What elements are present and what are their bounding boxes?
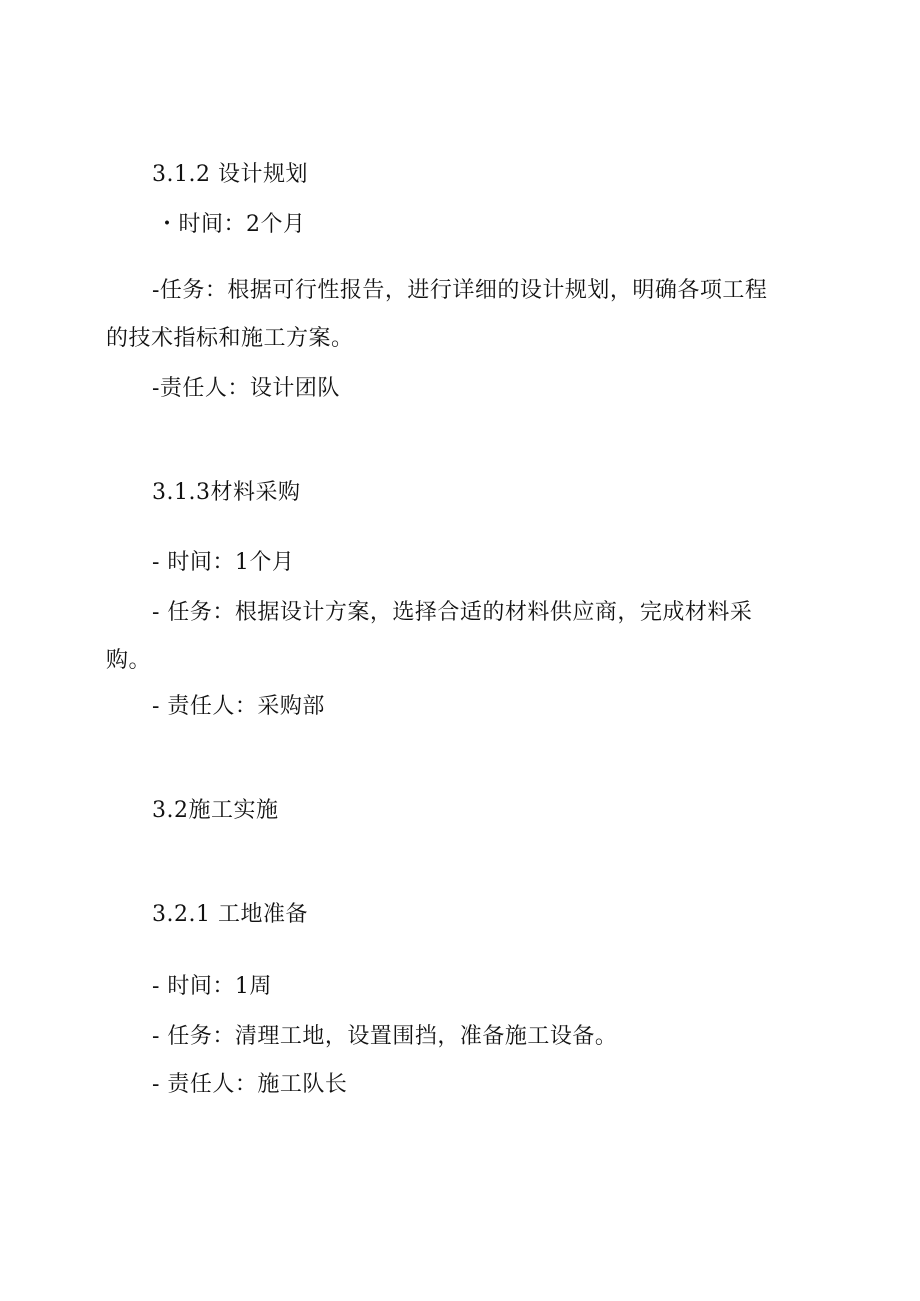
section-heading-3-2-1: 3.2.1 工地准备 <box>152 902 308 927</box>
task-line-3-2-1: - 任务：清理工地，设置围挡，准备施工设备。 <box>152 1024 618 1049</box>
owner-line-3-1-2: -责任人：设计团队 <box>152 376 340 401</box>
task-line-3-1-3-a: - 任务：根据设计方案，选择合适的材料供应商，完成材料采 <box>152 600 753 625</box>
section-heading-3-2: 3.2施工实施 <box>152 798 279 823</box>
time-line-3-1-3: - 时间：1个月 <box>152 550 295 575</box>
owner-line-3-1-3: - 责任人：采购部 <box>152 694 325 719</box>
time-line-3-2-1: - 时间：1周 <box>152 974 272 999</box>
section-heading-3-1-3: 3.1.3材料采购 <box>152 480 301 505</box>
owner-line-3-2-1: - 责任人：施工队长 <box>152 1072 348 1097</box>
task-line-3-1-3-b: 购。 <box>106 648 152 673</box>
section-heading-3-1-2: 3.1.2 设计规划 <box>152 162 308 187</box>
task-line-3-1-2-a: -任务：根据可行性报告，进行详细的设计规划，明确各项工程 <box>152 278 768 303</box>
task-line-3-1-2-b: 的技术指标和施工方案。 <box>106 326 354 351</box>
time-line-3-1-2: ・时间：2个月 <box>156 212 306 237</box>
